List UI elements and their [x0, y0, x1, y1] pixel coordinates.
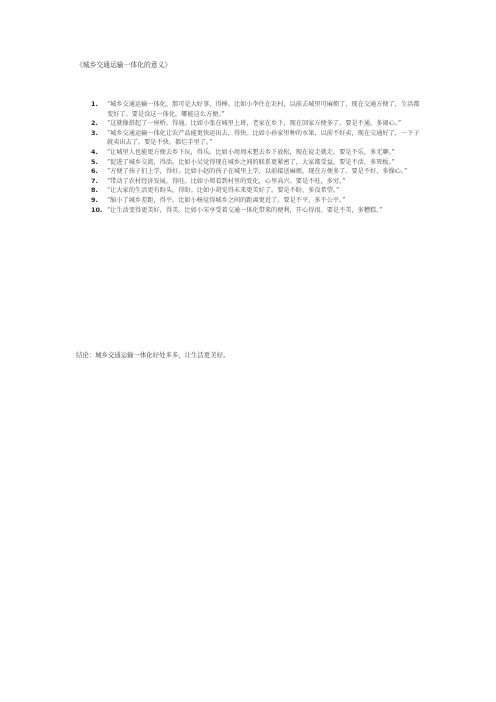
list-item-number: 8.	[91, 186, 98, 195]
list-item-number: 9.	[91, 195, 98, 204]
list-item	[91, 177, 421, 187]
list-item-text: “缩小了城乡差距，得平。比如小杨觉得城乡之间的距离更近了。要是不平，多不公平。”	[107, 196, 346, 204]
list-item-number: 3.	[91, 128, 98, 137]
list-item-number: 5.	[91, 157, 98, 166]
list-item	[91, 206, 421, 216]
list-item-text: “让城里人也能更方便去乡下玩，得乐。比如小周周末想去乡下放松，现在说走就走。要是不乐，多无聊。”	[107, 148, 395, 156]
list-item-text: “促进了城乡交流，得活。比如小吴觉得现在城乡之间的联系更紧密了，大家都受益。要是不活，多死板。”	[107, 158, 395, 166]
list-item-number: 2.	[91, 119, 98, 128]
list-item-text: “城乡交通运输一体化让农产品能更快运出去，得快。比如小孙家里种的水果，以前不好卖，现在交通好了，一下子就卖出去了。要是不快，都烂手里了。”	[107, 129, 420, 147]
list-item	[91, 186, 421, 196]
list-item-text: “这就像搭起了一座桥，得通。比如小张在城里上班，老家在乡下，现在回家方便多了。要是不通，多闹心。”	[107, 120, 402, 128]
list-item	[91, 119, 421, 129]
list-item	[91, 196, 421, 206]
conclusion-text: 结论：城乡交通运输一体化好处多多，让生活更美好。	[76, 351, 230, 359]
list-item-text: “让生活变得更美好，得美。比如小宋享受着交通一体化带来的便利，开心得很。要是不美，多糟糕。”	[107, 206, 383, 214]
list-item	[91, 129, 421, 148]
list-item-number: 4.	[91, 147, 98, 156]
list-item	[91, 158, 421, 168]
list-item	[91, 167, 421, 177]
list-item-number: 10.	[91, 205, 103, 214]
list-item-text: “让大家的生活更有盼头，得盼。比如小胡觉得未来更美好了。要是不盼，多没希望。”	[107, 187, 340, 195]
list-item-text: “带动了农村经济发展，得旺。比如小郑看到村里的变化，心里高兴。要是不旺，多穷。”	[107, 177, 346, 185]
list-item-number: 1.	[91, 100, 98, 108]
list-item-text: “城乡交通运输一体化，那可是大好事，得棒。比如小李住在农村，以前去城里可麻烦了，现在交通方便了，生活都变好了。要是没这一体化，哪能这么方便。”	[107, 101, 420, 118]
reasons-list	[91, 100, 421, 215]
list-item	[91, 100, 421, 119]
document-title: 《城乡交通运输一体化的意义》	[76, 61, 172, 69]
list-item-number: 7.	[91, 176, 98, 185]
list-item	[91, 148, 421, 158]
list-item-text: “方便了孩子们上学，得好。比如小赵的孩子在城里上学，以前接送麻烦，现在方便多了。要是不好，多操心。”	[107, 168, 408, 176]
list-item-number: 6.	[91, 167, 98, 176]
